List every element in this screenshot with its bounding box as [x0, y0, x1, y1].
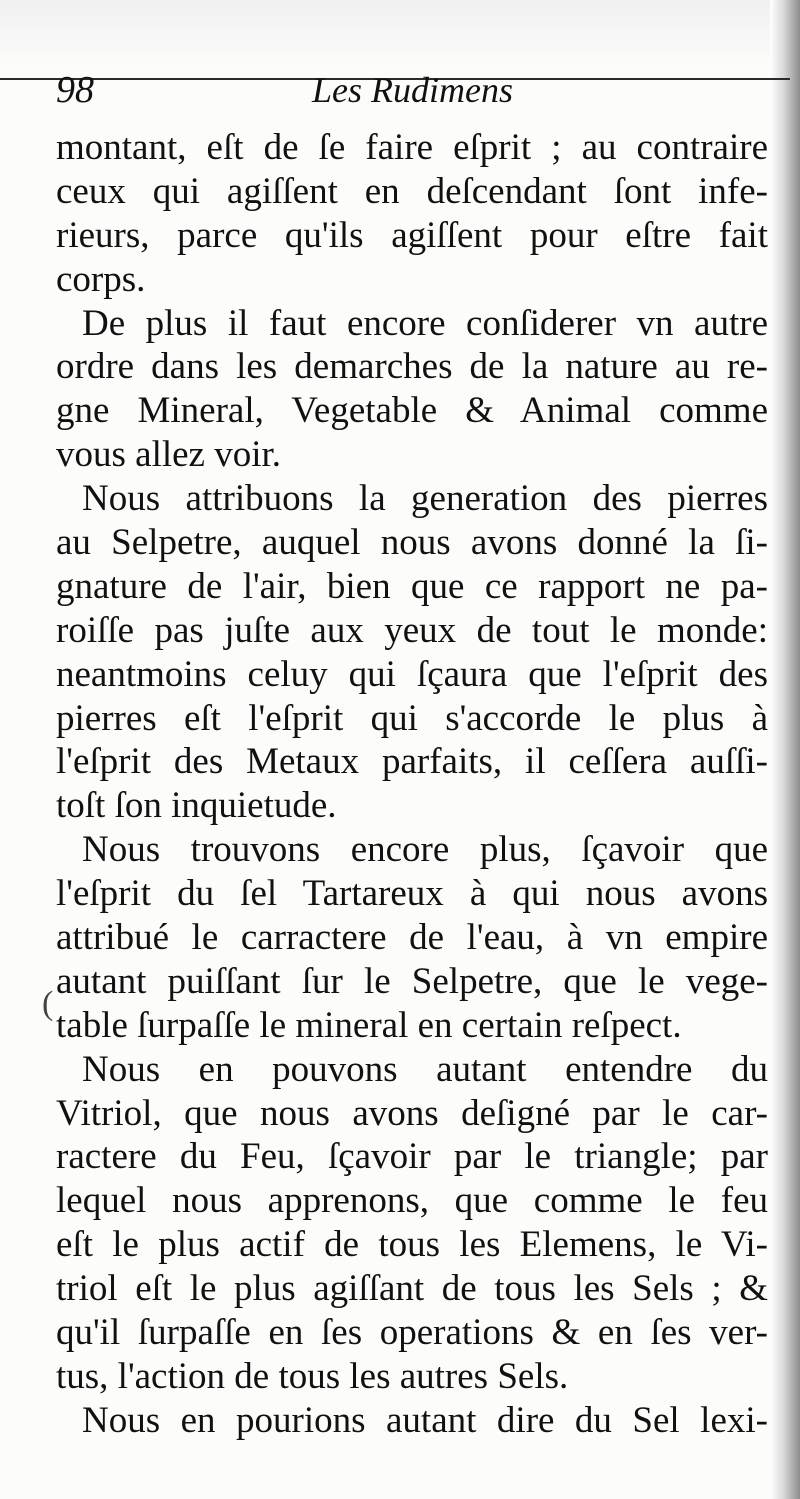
text-line: l'eſprit du ſel Tartareux à qui nous avons [56, 873, 768, 915]
page-top-shadow [0, 0, 800, 70]
text-line: Vitriol, que nous avons deſigné par le car- [56, 1092, 768, 1134]
text-line: neantmoins celuy qui ſçaura que l'eſprit des [56, 653, 768, 695]
text-line: gnature de l'air, bien que ce rapport ne pa- [56, 565, 768, 607]
page-number: 98 [56, 69, 94, 111]
text-line: roiſſe pas juſte aux yeux de tout le monde: [56, 609, 768, 651]
text-line: table ſurpaſſe le mineral en certain reſpect. [56, 1004, 682, 1046]
text-line: pierres eſt l'eſprit qui s'accorde le plus à [56, 697, 768, 739]
paragraph-start-line: Nous attribuons la generation des pierres [82, 478, 768, 520]
text-line: lequel nous apprenons, que comme le feu [56, 1180, 768, 1222]
text-line: eſt le plus actif de tous les Elemens, le Vi- [56, 1224, 768, 1266]
text-line: montant, eſt de ſe faire eſprit ; au contraire [56, 127, 768, 168]
text-line: au Selpetre, auquel nous avons donné la ſi- [56, 522, 768, 564]
text-line: ordre dans les demarches de la nature au re- [56, 346, 768, 388]
text-line: attribué le carractere de l'eau, à vn empire [56, 917, 768, 959]
text-line: toſt ſon inquietude. [56, 785, 337, 827]
text-line: l'eſprit des Metaux parfaits, il ceſſera auſſi- [56, 741, 768, 783]
text-line: ractere du Feu, ſçavoir par le triangle; par [56, 1136, 768, 1178]
text-line: rieurs, parce qu'ils agiſſent pour eſtre fait [56, 214, 768, 256]
page-header [56, 66, 776, 114]
body-text [56, 126, 768, 1443]
margin-mark: ( [42, 985, 54, 1022]
text-line: ceux qui agiſſent en deſcendant ſont infe- [56, 170, 768, 212]
text-line: vous allez voir. [56, 434, 282, 476]
paragraph-start-line: Nous trouvons encore plus, ſçavoir que [82, 829, 768, 871]
page-gutter-shadow [770, 0, 800, 1499]
text-line: qu'il ſurpaſſe en ſes operations & en ſes ver- [56, 1312, 768, 1354]
text-line: corps. [56, 258, 146, 300]
text-line: triol eſt le plus agiſſant de tous les Sels ; & [56, 1268, 768, 1310]
paragraph-start-line: De plus il faut encore conſiderer vn autre [82, 302, 768, 344]
text-line: gne Mineral, Vegetable & Animal comme [56, 390, 768, 432]
paragraph-start-line: Nous en pouvons autant entendre du [82, 1048, 768, 1090]
paragraph-start-line: Nous en pourions autant dire du Sel lexi- [82, 1399, 768, 1441]
text-line: tus, l'action de tous les autres Sels. [56, 1355, 569, 1397]
running-title: Les Rudimens [312, 70, 513, 110]
text-line: autant puiſſant ſur le Selpetre, que le vege- [56, 960, 768, 1002]
